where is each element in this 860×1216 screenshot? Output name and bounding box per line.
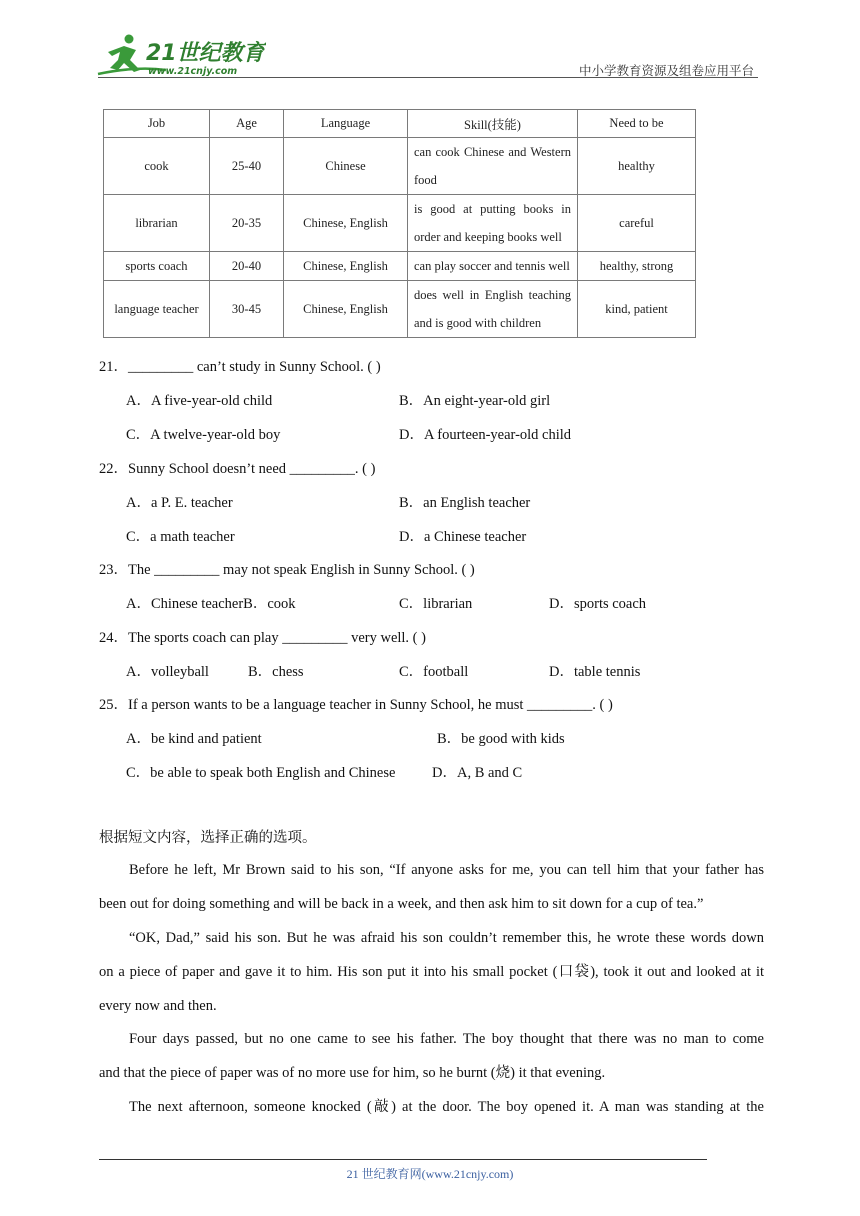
table-row	[104, 252, 696, 281]
passage-line: and that the piece of paper was of no more use for him, so he burnt (烧) it that evening.	[99, 1065, 606, 1081]
header-cell: Job	[104, 110, 210, 138]
option-22-b[interactable]: B．an English teacher	[399, 495, 531, 511]
footer-divider	[99, 1159, 707, 1160]
table-cell: is good at putting books in order and keeping books well	[408, 195, 578, 252]
option-25-c[interactable]: C．be able to speak both English and Chinese	[126, 765, 396, 781]
site-logo	[96, 30, 266, 80]
logo-url: www.21cnjy.com	[148, 66, 238, 77]
job-table	[103, 109, 696, 338]
question-21: 21．_________ can’t study in Sunny School. ( )	[99, 359, 381, 375]
table-cell: 20-35	[210, 195, 284, 252]
table-cell: does well in English teaching and is good with children	[408, 281, 578, 338]
option-22-a[interactable]: A．a P. E. teacher	[126, 495, 233, 511]
passage-paragraph-4	[99, 1090, 764, 1124]
table-cell: 30-45	[210, 281, 284, 338]
logo-title: 21世纪教育	[146, 41, 265, 66]
table-cell: careful	[578, 195, 696, 252]
question-23: 23．The _________ may not speak English in Sunny School. ( )	[99, 562, 475, 578]
header-cell: Need to be	[578, 110, 696, 138]
question-22: 22．Sunny School doesn’t need _________. ( )	[99, 461, 376, 477]
table-cell: healthy	[578, 138, 696, 195]
option-21-b[interactable]: B．An eight-year-old girl	[399, 393, 551, 409]
option-25-a[interactable]: A．be kind and patient	[126, 731, 262, 747]
option-23-ab[interactable]: A．Chinese teacherB．cook	[126, 596, 296, 612]
option-22-d[interactable]: D．a Chinese teacher	[399, 529, 527, 545]
option-24-b[interactable]: B．chess	[248, 664, 304, 680]
table-cell: healthy, strong	[578, 252, 696, 281]
option-24-a[interactable]: A．volleyball	[126, 664, 209, 680]
passage-paragraph-3	[99, 1022, 764, 1090]
table-row	[104, 138, 696, 195]
table-cell: Chinese, English	[284, 195, 408, 252]
table-row	[104, 281, 696, 338]
header-cell: Age	[210, 110, 284, 138]
passage-paragraph-2	[99, 921, 764, 1023]
option-21-c[interactable]: C．A twelve-year-old boy	[126, 427, 281, 443]
table-cell: 25-40	[210, 138, 284, 195]
table-cell: cook	[104, 138, 210, 195]
table-header-row	[104, 110, 696, 138]
passage-instruction: 根据短文内容，选择正确的选项。	[99, 830, 317, 846]
option-23-c[interactable]: C．librarian	[399, 596, 473, 612]
passage-line: been out for doing something and will be back in a week, and then ask him to sit down for a cup of tea.”	[99, 896, 704, 912]
option-25-d[interactable]: D．A, B and C	[432, 765, 523, 781]
question-25: 25．If a person wants to be a language teacher in Sunny School, he must _________. ( )	[99, 697, 613, 713]
question-24: 24．The sports coach can play _________ very well. ( )	[99, 630, 426, 646]
table-cell: Chinese, English	[284, 252, 408, 281]
passage-line: The next afternoon, someone knocked (敲) at the door. The boy opened it. A man was standing at the	[129, 1099, 764, 1115]
table-cell: can play soccer and tennis well	[408, 252, 578, 281]
table-cell: Chinese, English	[284, 281, 408, 338]
passage-line: on a piece of paper and gave it to him. His son put it into his small pocket (口袋), took it out and looked at it	[99, 964, 764, 980]
table-cell: librarian	[104, 195, 210, 252]
table-cell: can cook Chinese and Western food	[408, 138, 578, 195]
passage-paragraph-1	[99, 853, 764, 921]
table-row	[104, 195, 696, 252]
passage-line: Before he left, Mr Brown said to his son, “If anyone asks for me, you can tell him that your father has	[129, 862, 764, 878]
option-21-a[interactable]: A．A five-year-old child	[126, 393, 273, 409]
option-25-b[interactable]: B．be good with kids	[437, 731, 565, 747]
option-24-c[interactable]: C．football	[399, 664, 469, 680]
header-cell: Language	[284, 110, 408, 138]
passage-line: Four days passed, but no one came to see his father. The boy thought that there was no man to come	[129, 1031, 764, 1047]
option-23-d[interactable]: D．sports coach	[549, 596, 647, 612]
header-cell: Skill(技能)	[408, 110, 578, 138]
table-cell: 20-40	[210, 252, 284, 281]
passage-line: “OK, Dad,” said his son. But he was afraid his son couldn’t remember this, he wrote these words down	[129, 930, 764, 946]
table-cell: language teacher	[104, 281, 210, 338]
passage-line: every now and then.	[99, 998, 217, 1014]
platform-name: 中小学教育资源及组卷应用平台	[578, 63, 754, 78]
table-cell: kind, patient	[578, 281, 696, 338]
footer-text[interactable]: 21 世纪教育网(www.21cnjy.com)	[346, 1167, 514, 1181]
header-divider	[98, 77, 758, 78]
table-cell: sports coach	[104, 252, 210, 281]
option-22-c[interactable]: C．a math teacher	[126, 529, 235, 545]
table-cell: Chinese	[284, 138, 408, 195]
option-21-d[interactable]: D．A fourteen-year-old child	[399, 427, 572, 443]
option-24-d[interactable]: D．table tennis	[549, 664, 641, 680]
